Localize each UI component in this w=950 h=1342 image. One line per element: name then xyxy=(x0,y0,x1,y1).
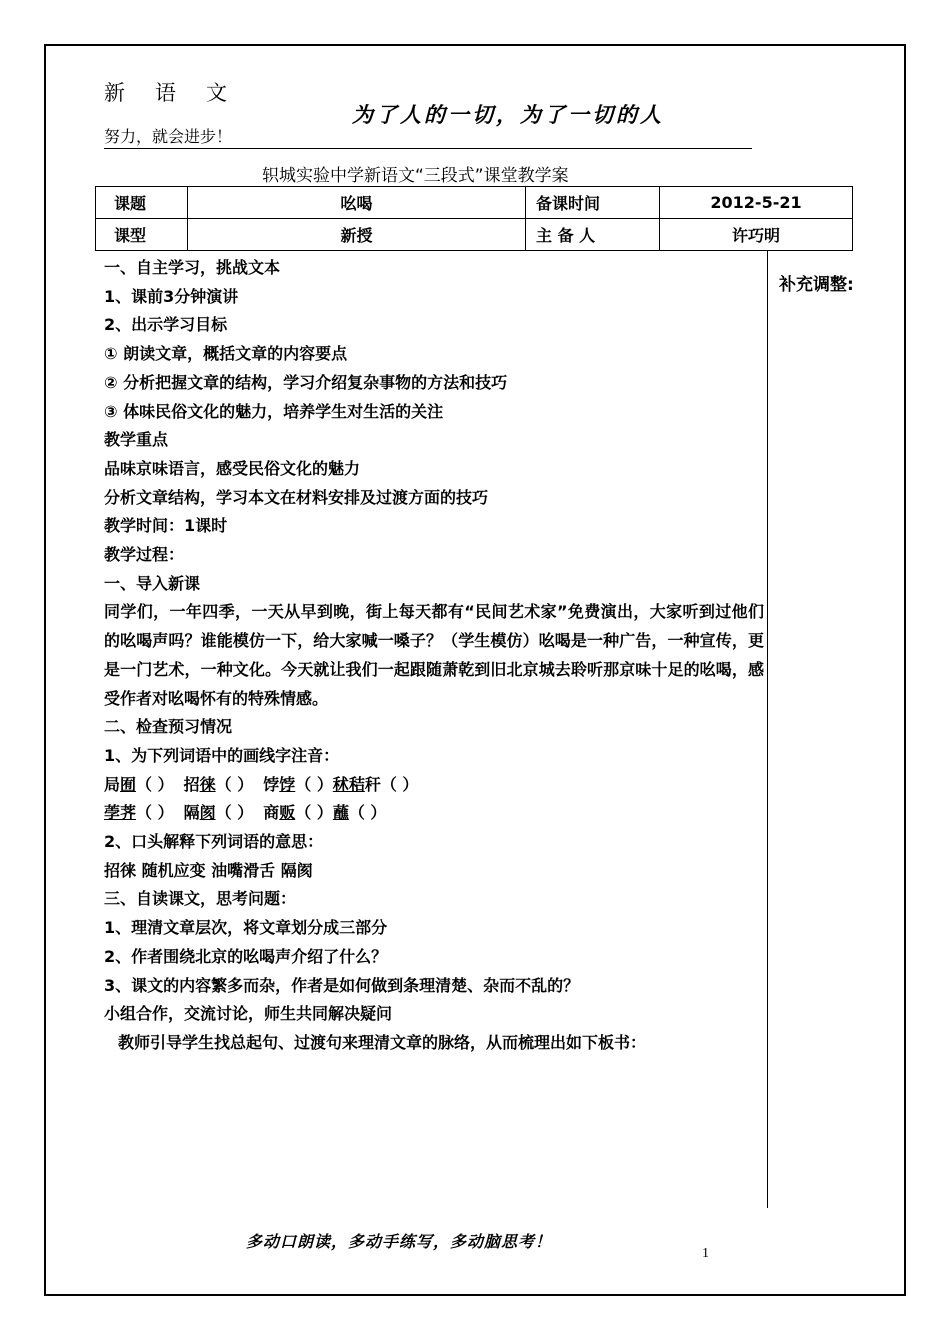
focus-item: 品味京味语言，感受民俗文化的魅力 xyxy=(104,458,361,478)
question-item: 1、为下列词语中的画线字注音： xyxy=(104,745,340,765)
preparer-label: 主 备 人 xyxy=(526,219,660,251)
footer-motto: 多动口朗读，多动手练写，多动脑思考！ xyxy=(246,1232,553,1251)
step-item: 1、课前3分钟演讲 xyxy=(104,286,239,306)
teacher-guidance: 教师引导学生找总起句、过渡句来理清文章的脉络，从而梳理出如下板书： xyxy=(118,1032,647,1052)
process-heading: 教学过程： xyxy=(104,545,185,565)
group-work: 小组合作，交流讨论，师生共同解决疑问 xyxy=(104,1004,393,1024)
question-item: 2、口头解释下列词语的意思： xyxy=(104,832,324,852)
step-item: 2、出示学习目标 xyxy=(104,315,228,335)
question-item: 1、理清文章层次，将文章划分成三部分 xyxy=(104,918,388,938)
goal-item: ② 分析把握文章的结构，学习介绍复杂事物的方法和技巧 xyxy=(104,372,508,392)
section-heading: 二、检查预习情况 xyxy=(104,717,233,737)
side-notes-label: 补充调整: xyxy=(779,275,854,295)
header-motto: 为了人的一切，为了一切的人 xyxy=(352,102,664,127)
intro-paragraph: 同学们，一年四季，一天从早到晚，街上每天都有“民间艺术家”免费演出，大家听到过他们的吆喝声吗？谁能模仿一下，给大家喊一嗓子？（学生模仿）吆喝是一种广告，一种宣传，更是一门艺术，一种文化。今天就让我们一起跟随萧乾到旧北京城去聆听那京味十足的吆喝，感受作者对吆喝怀有的特殊情感。 xyxy=(104,602,764,708)
section-heading: 一、导入新课 xyxy=(104,573,201,593)
teaching-time: 教学时间：1课时 xyxy=(104,516,228,536)
topic-value: 吆喝 xyxy=(188,187,526,219)
preparer-value: 许巧明 xyxy=(660,219,853,251)
focus-heading: 教学重点 xyxy=(104,430,169,450)
header-rule xyxy=(104,148,752,149)
lesson-content xyxy=(104,254,764,1058)
prep-time-value: 2012-5-21 xyxy=(660,187,853,219)
focus-item: 分析文章结构，学习本文在材料安排及过渡方面的技巧 xyxy=(104,487,489,507)
section-heading: 三、自读课文，思考问题： xyxy=(104,889,297,909)
vocab-list: 招徕 随机应变 油嘴滑舌 隔阂 xyxy=(104,860,313,880)
page-number: 1 xyxy=(702,1246,709,1261)
info-row-type xyxy=(96,219,853,251)
header-encouragement: 努力，就会进步！ xyxy=(104,127,233,146)
column-divider xyxy=(767,250,768,1208)
document-title: 轵城实验中学新语文“三段式”课堂教学案 xyxy=(262,166,569,186)
question-item: 3、课文的内容繁多而杂，作者是如何做到条理清楚、杂而不乱的？ xyxy=(104,975,580,995)
info-row-topic xyxy=(96,187,853,219)
goal-item: ③ 体味民俗文化的魅力，培养学生对生活的关注 xyxy=(104,401,444,421)
phonetic-row-1: 局囿（ ） 招徕（ ） 饽饽（ ）秫秸秆（ ） xyxy=(104,774,419,794)
topic-label: 课题 xyxy=(96,187,188,219)
question-item: 2、作者围绕北京的吆喝声介绍了什么？ xyxy=(104,946,388,966)
goal-item: ① 朗读文章，概括文章的内容要点 xyxy=(104,344,348,364)
section-heading: 一、自主学习，挑战文本 xyxy=(104,258,281,277)
prep-time-label: 备课时间 xyxy=(526,187,660,219)
header-subject: 新语文 xyxy=(104,81,257,105)
lesson-info-table xyxy=(95,186,853,251)
phonetic-row-2: 荸荠（ ） 隔阂（ ） 商贩（ ）蘸（ ） xyxy=(104,803,387,823)
type-value: 新授 xyxy=(188,219,526,251)
type-label: 课型 xyxy=(96,219,188,251)
